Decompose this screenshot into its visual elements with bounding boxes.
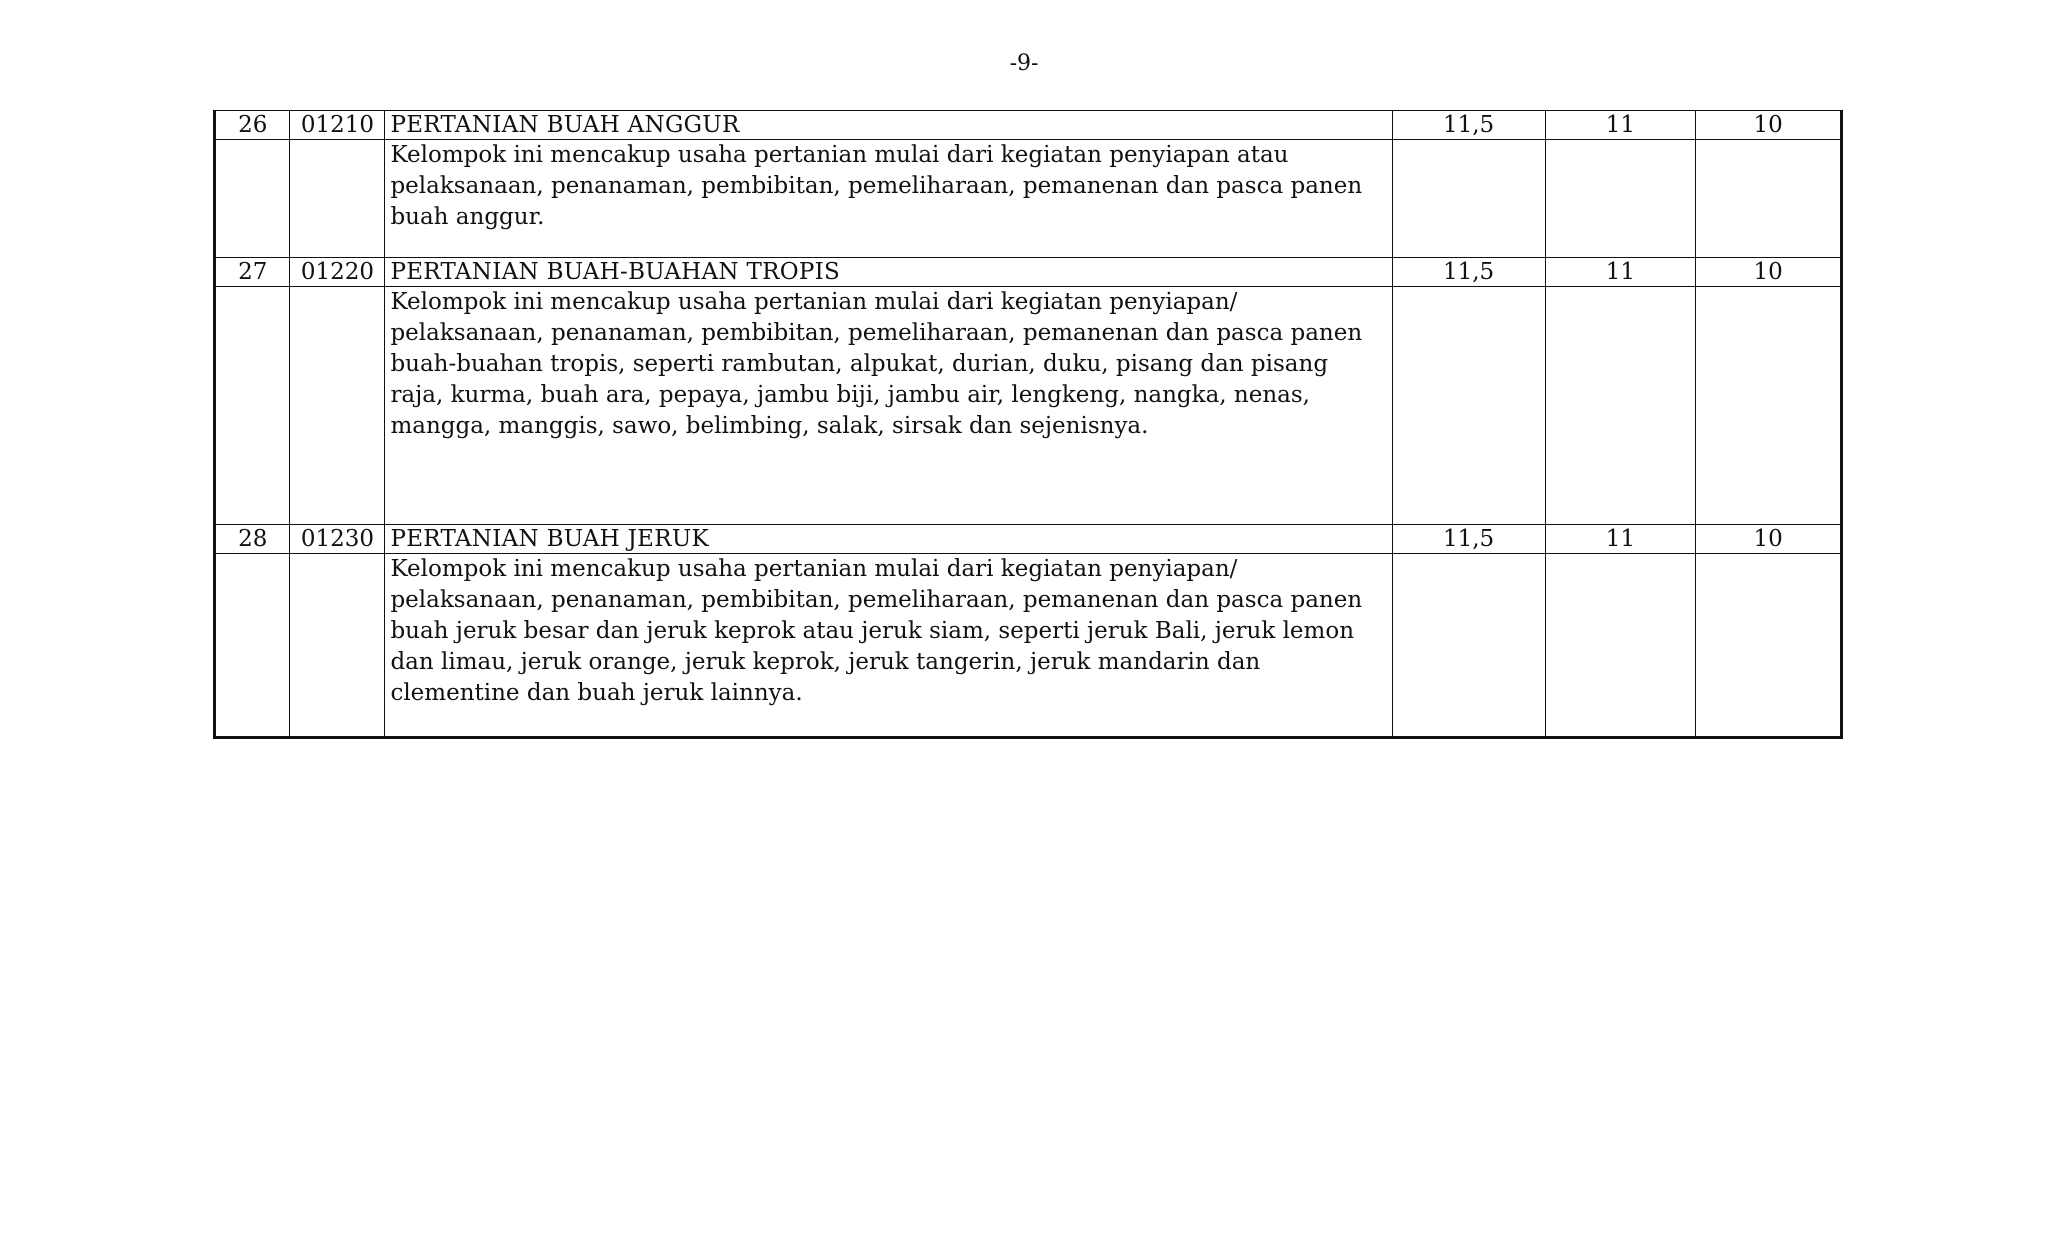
empty-cell	[1545, 140, 1696, 258]
value-1: 11,5	[1392, 258, 1545, 287]
empty-cell	[1392, 140, 1545, 258]
kbli-code: 01230	[290, 525, 385, 554]
value-3: 10	[1696, 525, 1842, 554]
value-2: 11	[1545, 258, 1696, 287]
empty-cell	[290, 554, 385, 738]
value-1: 11,5	[1392, 525, 1545, 554]
empty-cell	[1392, 287, 1545, 525]
value-1: 11,5	[1392, 111, 1545, 140]
row-title: PERTANIAN BUAH JERUK	[385, 525, 1392, 554]
value-3: 10	[1696, 258, 1842, 287]
empty-cell	[215, 554, 290, 738]
kbli-code: 01210	[290, 111, 385, 140]
page-number: -9-	[1009, 51, 1039, 76]
row-number: 28	[215, 525, 290, 554]
kbli-table	[213, 110, 1843, 739]
table-row	[215, 111, 1842, 140]
table-row	[215, 258, 1842, 287]
row-number: 26	[215, 111, 290, 140]
empty-cell	[1545, 554, 1696, 738]
empty-cell	[1696, 140, 1842, 258]
row-title: PERTANIAN BUAH ANGGUR	[385, 111, 1392, 140]
empty-cell	[215, 287, 290, 525]
row-title: PERTANIAN BUAH-BUAHAN TROPIS	[385, 258, 1392, 287]
empty-cell	[1696, 554, 1842, 738]
value-2: 11	[1545, 525, 1696, 554]
empty-cell	[290, 140, 385, 258]
empty-cell	[215, 140, 290, 258]
value-2: 11	[1545, 111, 1696, 140]
empty-cell	[1392, 554, 1545, 738]
empty-cell	[1696, 287, 1842, 525]
table-row-description	[215, 287, 1842, 525]
empty-cell	[1545, 287, 1696, 525]
table-row-description	[215, 554, 1842, 738]
empty-cell	[290, 287, 385, 525]
value-3: 10	[1696, 111, 1842, 140]
table-row	[215, 525, 1842, 554]
table-row-description	[215, 140, 1842, 258]
kbli-code: 01220	[290, 258, 385, 287]
row-description: Kelompok ini mencakup usaha pertanian mulai dari kegiatan penyiapan atau pelaksanaan, penanaman, pembibitan, pemeliharaan, pemanenan dan pasca panen buah anggur.	[385, 140, 1392, 258]
row-description: Kelompok ini mencakup usaha pertanian mulai dari kegiatan penyiapan/ pelaksanaan, penanaman, pembibitan, pemeliharaan, pemanenan dan pasca panen buah-buahan tropis, seperti rambutan, alpukat, durian, duku, pisang dan pisang raja, kurma, buah ara, pepaya, jambu biji, jambu air, lengkeng, nangka, nenas, mangga, manggis, sawo, belimbing, salak, sirsak dan sejenisnya.	[385, 287, 1392, 525]
row-description: Kelompok ini mencakup usaha pertanian mulai dari kegiatan penyiapan/ pelaksanaan, penanaman, pembibitan, pemeliharaan, pemanenan dan pasca panen buah jeruk besar dan jeruk keprok atau jeruk siam, seperti jeruk Bali, jeruk lemon dan limau, jeruk orange, jeruk keprok, jeruk tangerin, jeruk mandarin dan clementine dan buah jeruk lainnya.	[385, 554, 1392, 738]
row-number: 27	[215, 258, 290, 287]
